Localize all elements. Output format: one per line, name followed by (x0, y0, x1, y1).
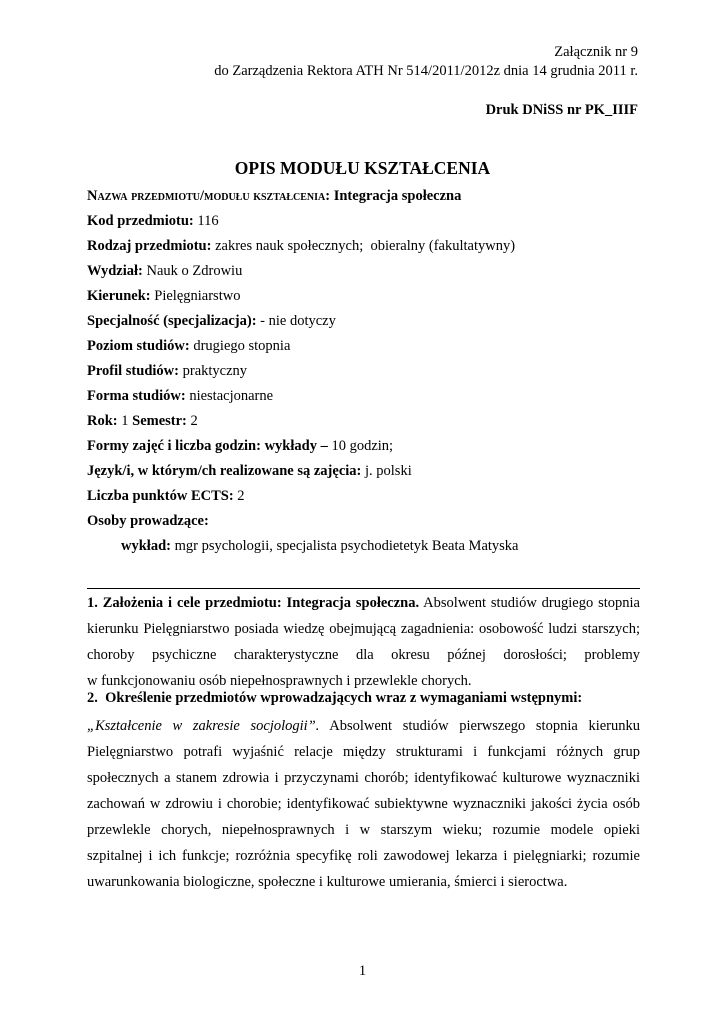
course-name: „Kształcenie w zakresie socjologii”. (87, 718, 320, 734)
paragraph-line: 1. Założenia i cele przedmiotu: Integracja społeczna. Absolwent studiów drugiego stopnia (87, 595, 640, 611)
field-ects (87, 488, 245, 505)
field-label: Kierunek: (87, 288, 151, 304)
form-code: Druk DNiSS nr PK_IIIF (485, 102, 638, 118)
annex-label: Załącznik nr 9 (554, 44, 638, 60)
field-label: Semestr: (132, 413, 187, 429)
section-divider (87, 588, 640, 589)
paragraph-line: przewlekle chorych, niepełnosprawnych i w starszym wieku; rozumie modele opieki (87, 822, 640, 838)
field-value: 2 (190, 413, 198, 429)
field-nazwa (87, 188, 461, 205)
field-value: 1 (121, 413, 129, 429)
field-value: j. polski (365, 463, 412, 479)
field-label: Liczba punktów ECTS: (87, 488, 234, 504)
field-value: Integracja społeczna (333, 188, 462, 204)
paragraph-line: uwarunkowania biologiczne, społeczne i kulturowe umierania, śmierci i sieroctwa. (87, 874, 568, 890)
field-kod (87, 213, 219, 230)
field-specjalnosc (87, 313, 336, 330)
field-formy-zajec (87, 438, 393, 455)
field-label: wykład: (121, 538, 171, 554)
field-value: mgr psychologii, specjalista psychodietetyk Beata Matyska (174, 538, 519, 554)
field-jezyk (87, 463, 412, 480)
section-2 (87, 713, 640, 895)
field-label: Język/i, w którym/ch realizowane są zajęcia: (87, 463, 362, 479)
field-wydzial (87, 263, 242, 280)
field-kierunek (87, 288, 240, 305)
section-2-heading-block (87, 685, 640, 711)
field-poziom (87, 338, 290, 355)
field-value: - nie dotyczy (260, 313, 336, 329)
field-label: Kod przedmiotu: (87, 213, 194, 229)
section-1 (87, 590, 640, 694)
paragraph-line: szpitalnej i ich funkcje; rozróżnia specyfikę roli zawodowej lekarza i pielęgniarki; rozumie (87, 848, 640, 864)
field-label: Profil studiów: (87, 363, 179, 379)
field-value: zakres nauk społecznych; obieralny (fakultatywny) (215, 238, 516, 254)
field-value: 116 (197, 213, 219, 229)
field-label: Rok: (87, 413, 118, 429)
field-value: 10 godzin; (331, 438, 394, 454)
field-value: Pielęgniarstwo (154, 288, 241, 304)
field-label: Poziom studiów: (87, 338, 190, 354)
field-rodzaj (87, 238, 515, 255)
field-wyklad (121, 538, 519, 555)
section-heading: 1. Założenia i cele przedmiotu: Integracja społeczna. (87, 595, 420, 611)
field-label: Wydział: (87, 263, 143, 279)
page-title: OPIS MODUŁU KSZTAŁCENIA (234, 158, 491, 178)
field-value: Nauk o Zdrowiu (146, 263, 243, 279)
field-value: 2 (237, 488, 245, 504)
field-label: Rodzaj przedmiotu: (87, 238, 212, 254)
field-value: praktyczny (182, 363, 248, 379)
paragraph-line: „Kształcenie w zakresie socjologii”. Absolwent studiów pierwszego stopnia kierunku (87, 718, 640, 734)
field-label: Forma studiów: (87, 388, 186, 404)
field-profil (87, 363, 247, 380)
section-heading: 2. Określenie przedmiotów wprowadzających wraz z wymaganiami wstępnymi: (87, 690, 583, 706)
paragraph-line: zachowań w zdrowiu i chorobie; identyfikować subiektywne wyznaczniki jakości życia osób (87, 796, 640, 812)
regulation-reference: do Zarządzenia Rektora ATH Nr 514/2011/2012z dnia 14 grudnia 2011 r. (214, 63, 638, 79)
field-value: niestacjonarne (189, 388, 274, 404)
field-value: drugiego stopnia (193, 338, 291, 354)
paragraph-line: kierunku Pielęgniarstwo posiada wiedzę obejmującą zagadnienia: osobowość ludzi starszych; (87, 621, 640, 637)
field-label: Formy zajęć i liczba godzin: (87, 438, 261, 454)
paragraph-line: społecznych a stanem zdrowia i przyczynami chorób; identyfikować kulturowe wyznaczniki (87, 770, 640, 786)
paragraph-line: Pielęgniarstwo potrafi wyjaśnić relacje między strukturami i funkcjami różnych grup (87, 744, 640, 760)
paragraph-line: w funkcjonowaniu osób niepełnosprawnych i przewlekle chorych. (87, 673, 472, 689)
field-osoby (87, 513, 209, 530)
field-type: wykłady – (264, 438, 328, 454)
field-label: Osoby prowadzące: (87, 513, 209, 529)
paragraph-line: choroby psychiczne charakterystyczne dla okresu późnej dorosłości; problemy (87, 647, 640, 663)
field-label: Nazwa przedmiotu/modułu kształcenia: (87, 188, 331, 204)
field-rok-semestr (87, 413, 198, 430)
field-label: Specjalność (specjalizacja): (87, 313, 257, 329)
field-forma (87, 388, 273, 405)
page-number: 1 (358, 963, 367, 979)
